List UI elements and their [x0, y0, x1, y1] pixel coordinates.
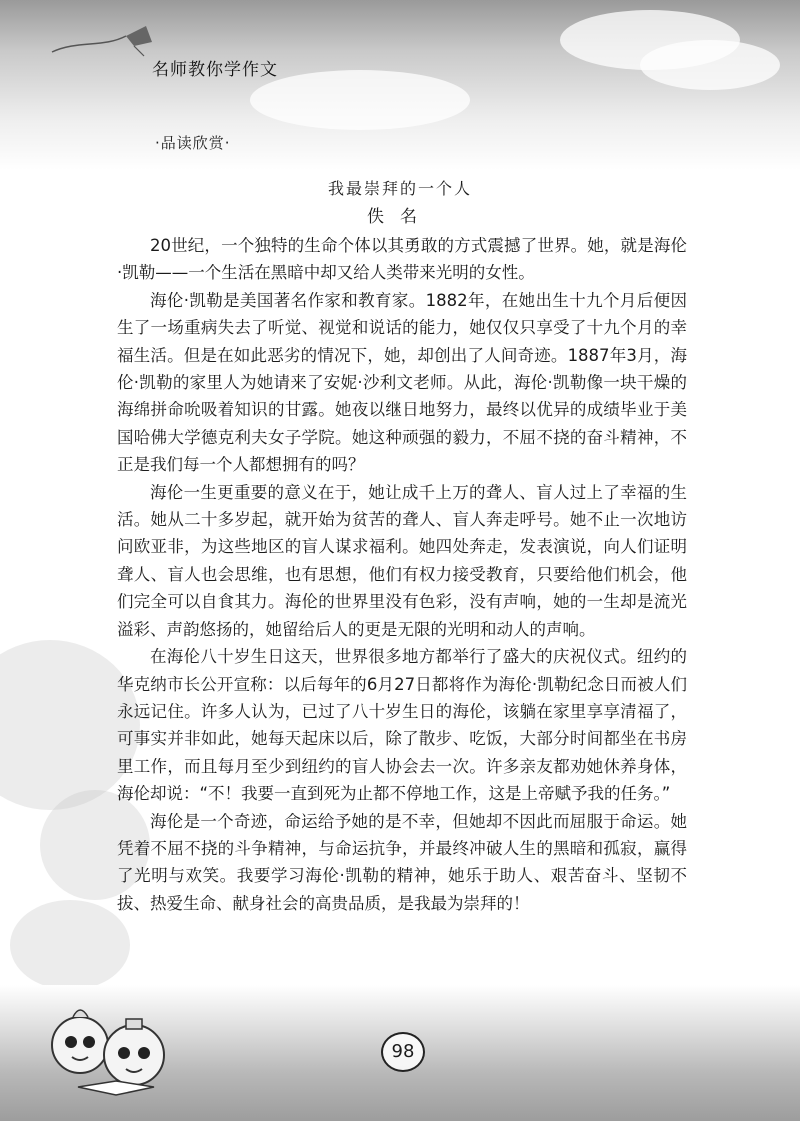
essay-paragraph: 海伦·凯勒是美国著名作家和教育家。1882年，在她出生十九个月后便因生了一场重病失去了听觉、视觉和说话的能力，她仅仅只享受了十九个月的幸福生活。但是在如此恶劣的情况下，她，却创出了人间奇迹。1887年3月，海伦·凯勒的家里人为她请来了安妮·沙利文老师。从此，海伦·凯勒像一块干燥的海绵拼命吮吸着知识的甘露。她夜以继日地努力，最终以优异的成绩毕业于美国哈佛大学德克利夫女子学院。她这种顽强的毅力，不屈不挠的奋斗精神，不正是我们每一个人都想拥有的吗？ [117, 290, 687, 475]
essay-title: 我最崇拜的一个人 [327, 179, 472, 198]
book-series-title: 名师教你学作文 [152, 60, 278, 80]
essay-paragraph: 海伦一生更重要的意义在于，她让成千上万的聋人、盲人过上了幸福的生活。她从二十多岁起，就开始为贫苦的聋人、盲人奔走呼号。她不止一次地访问欧亚非，为这些地区的盲人谋求福利。她四处奔走，发表演说，向人们证明聋人、盲人也会思维，也有思想，他们有权力接受教育，只要给他们机会，他们完全可以自食其力。海伦的世界里没有色彩，没有声响，她的一生却是流光溢彩、声韵悠扬的，她留给后人的更是无限的光明和动人的声响。 [117, 482, 687, 639]
clover-leaf-decoration [10, 900, 130, 990]
essay-body [117, 232, 687, 917]
essay-paragraph: 海伦是一个奇迹，命运给予她的是不幸，但她却不因此而屈服于命运。她凭着不屈不挠的斗争精神，与命运抗争，并最终冲破人生的黑暗和孤寂，赢得了光明与欢笑。我要学习海伦·凯勒的精神，她乐于助人、艰苦奋斗、坚韧不拔、热爱生命、献身社会的高贵品质，是我最为崇拜的！ [117, 811, 687, 913]
kite-icon [48, 22, 158, 62]
essay-paragraph: 在海伦八十岁生日这天，世界很多地方都举行了盛大的庆祝仪式。纽约的华克纳市长公开宣称：以后每年的6月27日都将作为海伦·凯勒纪念日而被人们永远记住。许多人认为，已过了八十岁生日的海伦，该躺在家里享享清福了，可事实并非如此，她每天起床以后，除了散步、吃饭，大部分时间都坐在书房里工作，而且每月至少到纽约的盲人协会去一次。许多亲友都劝她休养身体，海伦却说：“不！我要一直到死为止都不停地工作，这是上帝赋予我的任务。” [117, 647, 687, 804]
section-label: ·品读欣赏· [155, 134, 231, 152]
page-number: 98 [381, 1032, 425, 1072]
essay-paragraph: 20世纪，一个独特的生命个体以其勇敢的方式震撼了世界。她，就是海伦·凯勒——一个生活在黑暗中却又给人类带来光明的女性。 [117, 236, 687, 283]
cloud [250, 70, 470, 130]
cartoon-mascots-icon [38, 995, 178, 1100]
essay-author: 佚名 [367, 207, 433, 227]
cloud [640, 40, 780, 90]
